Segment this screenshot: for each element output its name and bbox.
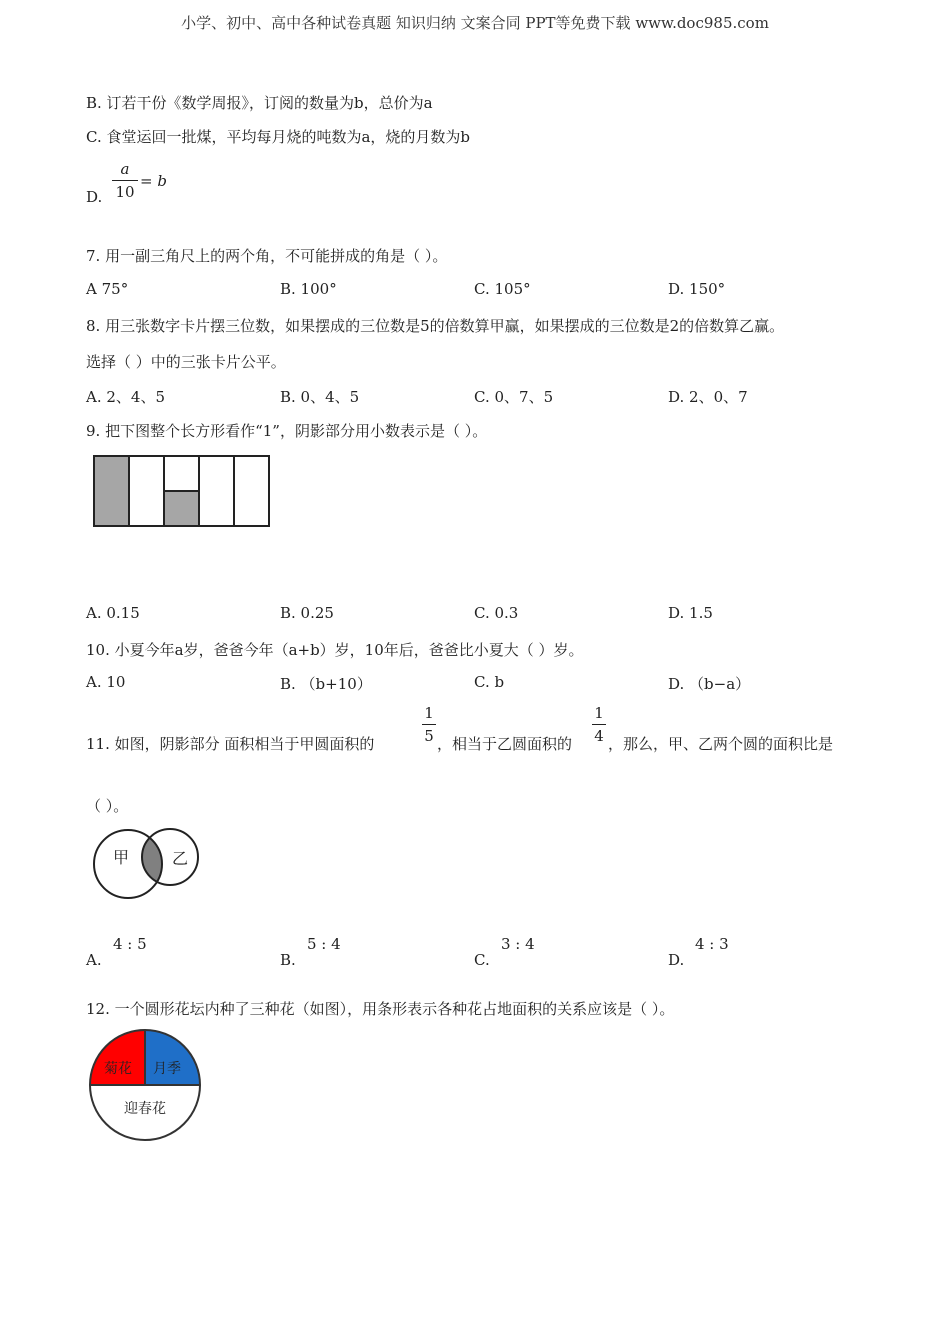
q11-fraction-one-fifth [422, 704, 436, 745]
q10-option-b[interactable]: B. （b+10） [280, 675, 372, 693]
fraction-denominator: 4 [594, 727, 604, 745]
q6-option-d-label: D. [86, 188, 103, 206]
q11-option-a-value: 4 : 5 [113, 935, 147, 953]
q9-option-c[interactable]: C. 0.3 [474, 604, 519, 622]
circle-yi-label: 乙 [171, 849, 189, 868]
q12-stem: 12. 一个圆形花坛内种了三种花（如图），用条形表示各种花占地面积的关系应该是（ ）。 [86, 1000, 675, 1018]
fraction-numerator: 1 [424, 704, 434, 722]
q11-fraction-one-fourth [592, 704, 606, 745]
q6-option-d-fraction [112, 160, 138, 201]
q8-option-a[interactable]: A. 2、4、5 [86, 388, 165, 406]
q11-stem-part-c: ，那么，甲、乙两个圆的面积比是 [608, 735, 834, 753]
q7-option-b[interactable]: B. 100° [280, 280, 337, 298]
q9-option-d[interactable]: D. 1.5 [668, 604, 713, 622]
q11-option-b-label[interactable]: B. [280, 951, 296, 969]
q8-option-d[interactable]: D. 2、0、7 [668, 388, 748, 406]
circle-jia-label: 甲 [112, 848, 130, 867]
fraction-numerator: a [120, 160, 130, 178]
q7-option-d[interactable]: D. 150° [668, 280, 726, 298]
shaded-square [164, 491, 199, 526]
q11-option-d-value: 4 : 3 [695, 935, 729, 953]
shaded-column [94, 456, 129, 526]
fraction-denominator: 5 [424, 727, 434, 745]
q11-stem-line2: （ ）。 [86, 797, 129, 815]
q11-venn-figure [92, 826, 204, 902]
q11-option-b-value: 5 : 4 [307, 935, 341, 953]
q11-option-d-label[interactable]: D. [668, 951, 685, 969]
fraction-numerator: 1 [594, 704, 604, 722]
q9-option-a[interactable]: A. 0.15 [86, 604, 140, 622]
fraction-denominator: 10 [115, 183, 135, 201]
q9-stem: 9. 把下图整个长方形看作“1”，阴影部分用小数表示是（ ）。 [86, 422, 488, 440]
q8-option-c[interactable]: C. 0、7、5 [474, 388, 554, 406]
q9-rectangle-figure [92, 454, 274, 530]
q7-option-a[interactable]: A 75° [86, 280, 129, 298]
q11-stem-part-b: ，相当于乙圆面积的 [437, 735, 573, 753]
q10-option-a[interactable]: A. 10 [86, 673, 126, 691]
q11-stem-part-a: 11. 如图，阴影部分 面积相当于甲圆面积的 [86, 735, 375, 753]
q7-stem: 7. 用一副三角尺上的两个角，不可能拼成的角是（ ）。 [86, 247, 448, 265]
q11-option-a-label[interactable]: A. [86, 951, 102, 969]
page-header: 小学、初中、高中各种试卷真题 知识归纳 文案合同 PPT等免费下载 www.doc985.com [181, 14, 769, 32]
q7-option-c[interactable]: C. 105° [474, 280, 531, 298]
q6-option-b: B. 订若干份《数学周报》，订阅的数量为b，总价为a [86, 94, 433, 112]
q6-option-d-rhs: = b [140, 172, 167, 190]
q11-option-c-label[interactable]: C. [474, 951, 490, 969]
q8-stem-line1: 8. 用三张数字卡片摆三位数，如果摆成的三位数是5的倍数算甲赢，如果摆成的三位数是2的倍数算乙赢。 [86, 317, 785, 335]
q11-option-c-value: 3 : 4 [501, 935, 535, 953]
q10-stem: 10. 小夏今年a岁，爸爸今年（a+b）岁，10年后，爸爸比小夏大（ ）岁。 [86, 641, 584, 659]
q10-option-d[interactable]: D. （b−a） [668, 675, 751, 693]
q12-flower-bed-figure [88, 1028, 202, 1142]
yueji-label: 月季 [153, 1061, 181, 1077]
juhua-label: 菊花 [104, 1061, 132, 1077]
q6-option-c: C. 食堂运回一批煤，平均每月烧的吨数为a，烧的月数为b [86, 128, 471, 146]
q10-option-c[interactable]: C. b [474, 673, 505, 691]
q9-option-b[interactable]: B. 0.25 [280, 604, 334, 622]
yingchun-label: 迎春花 [124, 1101, 166, 1117]
q8-option-b[interactable]: B. 0、4、5 [280, 388, 360, 406]
q8-stem-line2: 选择（ ）中的三张卡片公平。 [86, 353, 286, 371]
